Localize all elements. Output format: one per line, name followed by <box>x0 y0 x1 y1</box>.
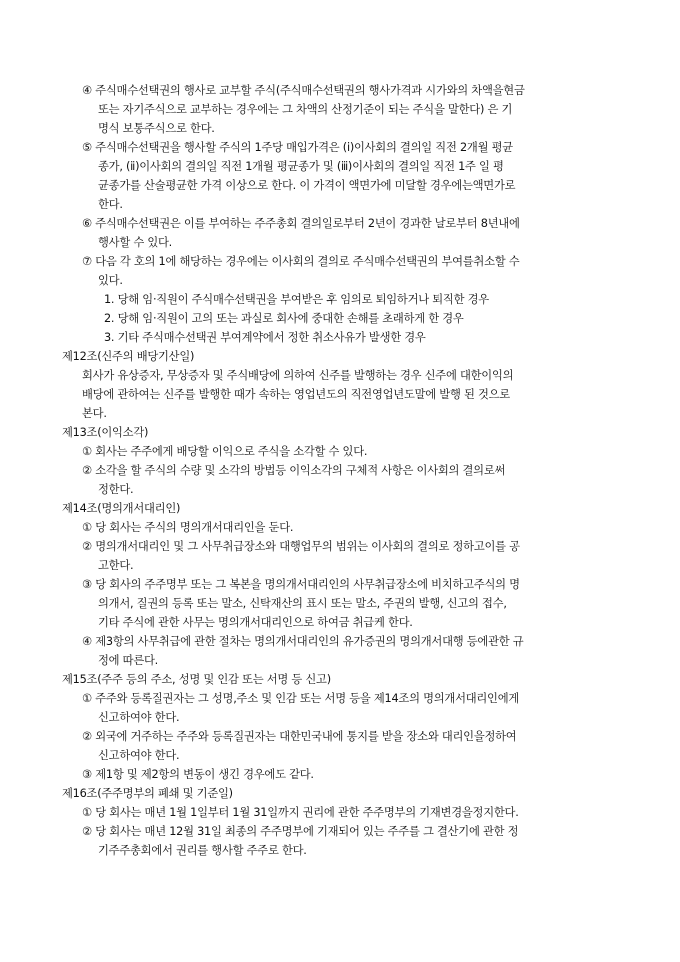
text-line: ⑥ 주식매수선택권은 이를 부여하는 주주총회 결의일로부터 2년이 경과한 날로부터 8년내에 <box>82 217 520 230</box>
text-line: 2. 당해 임·직원이 고의 또는 과실로 회사에 중대한 손해를 초래하게 한 경우 <box>104 312 464 325</box>
text-line: ⑤ 주식매수선택권을 행사할 주식의 1주당 매입가격은 (ⅰ)이사회의 결의일 직전 2개월 평균 <box>82 141 513 154</box>
text-line: 기주주총회에서 권리를 행사할 주주로 한다. <box>98 844 307 857</box>
text-line: 신고하여야 한다. <box>98 711 180 724</box>
text-line: ⑦ 다음 각 호의 1에 해당하는 경우에는 이사회의 결의로 주식매수선택권의 부여를취소할 수 <box>82 255 520 268</box>
text-line: 본다. <box>82 407 107 420</box>
text-line: ④ 제3항의 사무취급에 관한 절차는 명의개서대리인의 유가증권의 명의개서대행 등에관한 규 <box>82 635 524 648</box>
text-line: 배당에 관하여는 신주를 발행한 때가 속하는 영업년도의 직전영업년도말에 발행 된 것으로 <box>82 388 510 401</box>
text-line: 기타 주식에 관한 사무는 명의개서대리인으로 하여금 취급케 한다. <box>98 616 413 629</box>
text-line: ① 당 회사는 매년 1월 1일부터 1월 31일까지 권리에 관한 주주명부의 기재변경을정지한다. <box>82 806 519 819</box>
text-line: ② 당 회사는 매년 12월 31일 최종의 주주명부에 기재되어 있는 주주를 그 결산기에 관한 정 <box>82 825 519 838</box>
article-heading: 제13조(이익소각) <box>62 426 149 439</box>
article-heading: 제16조(주주명부의 폐쇄 및 기준일) <box>62 787 233 800</box>
text-line: ① 주주와 등록질권자는 그 성명,주소 및 인감 또는 서명 등을 제14조의 명의개서대리인에게 <box>82 692 520 705</box>
text-line: ③ 당 회사의 주주명부 또는 그 복본을 명의개서대리인의 사무취급장소에 비치하고주식의 명 <box>82 578 520 591</box>
article-heading: 제12조(신주의 배당기산일) <box>62 350 195 363</box>
text-line: 회사가 유상증자, 무상증자 및 주식배당에 의하여 신주를 발행하는 경우 신주에 대한이익의 <box>82 369 514 382</box>
text-line: 균종가를 산술평균한 가격 이상으로 한다. 이 가격이 액면가에 미달할 경우에는액면가로 <box>98 179 516 192</box>
text-line: ② 소각을 할 주식의 수량 및 소각의 방법등 이익소각의 구체적 사항은 이사회의 결의로써 <box>82 464 506 477</box>
text-line: 있다. <box>98 274 123 287</box>
text-line: 의개서, 질권의 등록 또는 말소, 신탁재산의 표시 또는 말소, 주권의 발행, 신고의 접수, <box>98 597 507 610</box>
text-line: ① 회사는 주주에게 배당할 이익으로 주식을 소각할 수 있다. <box>82 445 368 458</box>
article-heading: 제15조(주주 등의 주소, 성명 및 인감 또는 서명 등 신고) <box>62 673 331 686</box>
text-line: 신고하여야 한다. <box>98 749 180 762</box>
text-line: ② 명의개서대리인 및 그 사무취급장소와 대행업무의 범위는 이사회의 결의로 정하고이를 공 <box>82 540 520 553</box>
text-line: 정에 따른다. <box>98 654 158 667</box>
text-line: ① 당 회사는 주식의 명의개서대리인을 둔다. <box>82 521 294 534</box>
text-line: 고한다. <box>98 559 134 572</box>
article-heading: 제14조(명의개서대리인) <box>62 502 181 515</box>
text-line: 명식 보통주식으로 한다. <box>98 122 215 135</box>
text-line: 1. 당해 임·직원이 주식매수선택권을 부여받은 후 임의로 퇴임하거나 퇴직한 경우 <box>104 293 489 306</box>
text-line: 한다. <box>98 198 123 211</box>
text-line: ③ 제1항 및 제2항의 변동이 생긴 경우에도 같다. <box>82 768 314 781</box>
text-line: 종가, (ⅱ)이사회의 결의일 직전 1개월 평균종가 및 (ⅲ)이사회의 결의일 직전 1주 일 평 <box>98 160 504 173</box>
text-line: 행사할 수 있다. <box>98 236 173 249</box>
text-line: ④ 주식매수선택권의 행사로 교부할 주식(주식매수선택권의 행사가격과 시가와의 차액을현금 <box>82 84 525 97</box>
text-line: 정한다. <box>98 483 134 496</box>
text-line: 3. 기타 주식매수선택권 부여계약에서 정한 취소사유가 발생한 경우 <box>104 331 426 344</box>
text-line: 또는 자기주식으로 교부하는 경우에는 그 차액의 산정기준이 되는 주식을 말한다) 은 기 <box>98 103 513 116</box>
text-line: ② 외국에 거주하는 주주와 등록질권자는 대한민국내에 통지를 받을 장소와 대리인을정하여 <box>82 730 517 743</box>
